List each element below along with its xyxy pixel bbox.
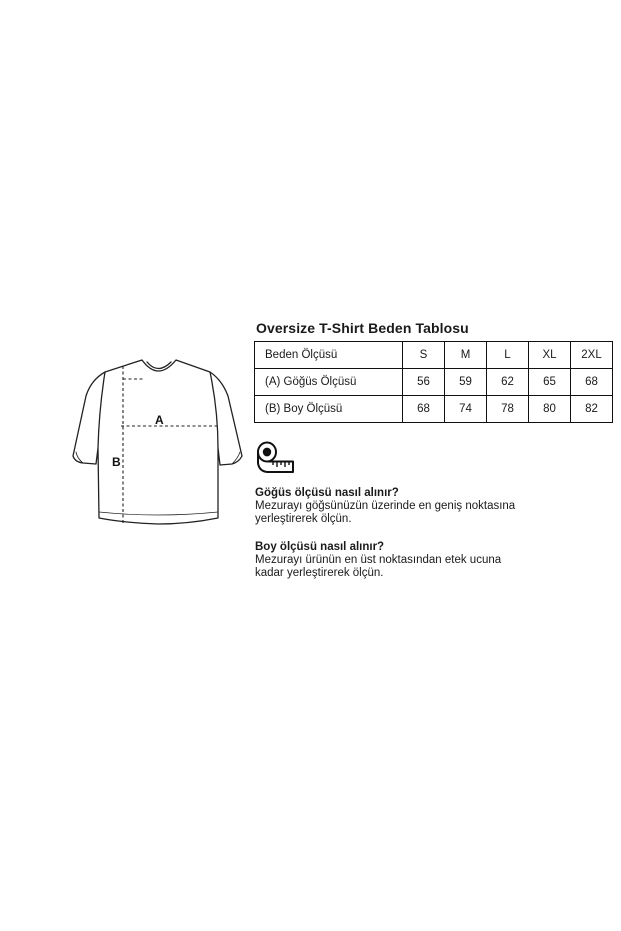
table-row: [255, 369, 613, 396]
table-cell: 78: [487, 396, 529, 423]
page-title: Oversize T-Shirt Beden Tablosu: [256, 320, 469, 336]
header-l: L: [487, 342, 529, 369]
tshirt-diagram: [68, 352, 248, 552]
table-row: [255, 396, 613, 423]
table-cell: 68: [571, 369, 613, 396]
length-howto-line2: kadar yerleştirerek ölçün.: [255, 567, 384, 579]
header-m: M: [445, 342, 487, 369]
length-howto: [255, 541, 575, 580]
table-cell: 68: [403, 396, 445, 423]
chest-howto-question: Göğüs ölçüsü nasıl alınır?: [255, 487, 399, 499]
header-s: S: [403, 342, 445, 369]
label-a: A: [155, 413, 164, 427]
length-howto-question: Boy ölçüsü nasıl alınır?: [255, 541, 385, 553]
chest-howto-line2: yerleştirerek ölçün.: [255, 513, 352, 525]
chest-howto: [255, 487, 575, 526]
row-label: (B) Boy Ölçüsü: [255, 396, 403, 423]
header-2xl: 2XL: [571, 342, 613, 369]
size-table: [254, 341, 613, 423]
header-xl: XL: [529, 342, 571, 369]
table-cell: 62: [487, 369, 529, 396]
row-label: (A) Göğüs Ölçüsü: [255, 369, 403, 396]
table-header-row: [255, 342, 613, 369]
table-cell: 82: [571, 396, 613, 423]
table-cell: 59: [445, 369, 487, 396]
chest-howto-line1: Mezurayı göğsünüzün üzerinde en geniş noktasına: [255, 500, 516, 512]
length-howto-line1: Mezurayı ürünün en üst noktasından etek ucuna: [255, 554, 502, 566]
header-label: Beden Ölçüsü: [255, 342, 403, 369]
measuring-tape-icon: [256, 440, 296, 474]
table-cell: 65: [529, 369, 571, 396]
label-b: B: [112, 455, 121, 469]
table-cell: 74: [445, 396, 487, 423]
table-cell: 80: [529, 396, 571, 423]
table-cell: 56: [403, 369, 445, 396]
